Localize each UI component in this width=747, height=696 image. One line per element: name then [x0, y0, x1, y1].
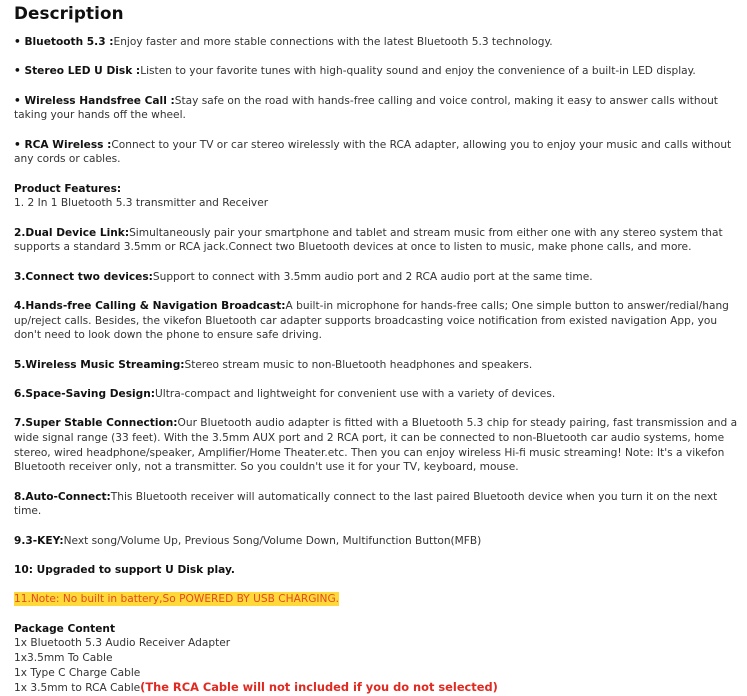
bullet-text: Connect to your TV or car stereo wirelessly with the RCA adapter, allowing you to enjoy your music and calls without any cords or cables. — [14, 138, 732, 166]
feature-item-4 — [14, 299, 742, 343]
feature-item-10: 10: Upgraded to support U Disk play. — [14, 564, 235, 577]
bullet-label: • Stereo LED U Disk : — [14, 65, 141, 78]
feature-label: 5.Wireless Music Streaming: — [14, 358, 185, 371]
package-line-1: 1x Bluetooth 5.3 Audio Receiver Adapter — [14, 637, 231, 650]
feature-item-6 — [14, 387, 742, 402]
feature-item-9 — [14, 534, 742, 549]
feature-label: 6.Space-Saving Design: — [14, 388, 156, 401]
bullet-rca — [14, 138, 742, 167]
bullet-label: • RCA Wireless : — [14, 138, 112, 151]
feature-label: 8.Auto-Connect: — [14, 490, 111, 503]
package-heading: Package Content — [14, 622, 116, 635]
feature-item-5 — [14, 358, 742, 373]
rca-cable-warning: (The RCA Cable will not included if you do not selected) — [140, 680, 498, 695]
battery-note-highlight: 11.Note: No built in battery,So POWERED BY USB CHARGING. — [14, 593, 340, 606]
feature-item-8 — [14, 490, 742, 519]
bullet-text: Stay safe on the road with hands-free calling and voice control, making it easy to answer calls without taking your hands off the wheel. — [14, 94, 718, 122]
feature-item-7 — [14, 416, 742, 474]
features-heading: Product Features: — [14, 182, 122, 195]
feature-text: Stereo stream music to non-Bluetooth headphones and speakers. — [184, 358, 533, 371]
feature-text: A built-in microphone for hands-free calls; One simple button to answer/redial/hang up/reject calls. Besides, the vikefon Bluetooth car adapter supports broadcasting voice notification from existed navigation App, you don't need to look down the phone to ensure safe driving. — [14, 300, 729, 342]
package-line-2: 1x3.5mm To Cable — [14, 651, 113, 664]
feature-item-3 — [14, 270, 742, 285]
bullet-label: • Bluetooth 5.3 : — [14, 36, 114, 48]
feature-item-1: 1. 2 In 1 Bluetooth 5.3 transmitter and Receiver — [14, 197, 269, 210]
feature-label: 9.3-KEY: — [14, 534, 64, 547]
package-line-4 — [14, 680, 742, 696]
bullet-text: Enjoy faster and more stable connections with the latest Bluetooth 5.3 technology. — [113, 36, 553, 48]
feature-label: 4.Hands-free Calling & Navigation Broadcast: — [14, 300, 286, 313]
feature-text: Ultra-compact and lightweight for convenient use with a variety of devices. — [155, 388, 556, 401]
feature-label: 7.Super Stable Connection: — [14, 417, 178, 430]
feature-label: 3.Connect two devices: — [14, 270, 153, 283]
bullet-text: Listen to your favorite tunes with high-quality sound and enjoy the convenience of a built-in LED display. — [140, 65, 696, 78]
feature-item-11-note — [14, 592, 742, 607]
package-line-4-text: 1x 3.5mm to RCA Cable — [14, 682, 141, 695]
package-line-3: 1x Type C Charge Cable — [14, 666, 141, 679]
bullet-label: • Wireless Handsfree Call : — [14, 94, 175, 107]
feature-item-2 — [14, 226, 742, 255]
bullet-stereo-led — [14, 64, 742, 79]
bullet-bluetooth — [14, 35, 742, 50]
feature-text: Support to connect with 3.5mm audio port and 2 RCA audio port at the same time. — [152, 270, 593, 283]
feature-text: Our Bluetooth audio adapter is fitted with a Bluetooth 5.3 chip for steady pairing, fast transmission and a wide signal range (33 feet). With the 3.5mm AUX port and 2 RCA port, it can be connected to non-Bluetooth car audio systems, home stereo, wired headphone/speaker, Amplifier/Home Theater.etc. Then you can enjoy wireless Hi-fi music streaming! Note: It's a vikefon Bluetooth receiver only, not a transmitter. So you couldn't use it for your TV, keyboard, mouse. — [14, 417, 738, 474]
description-title: Description — [14, 3, 124, 23]
feature-text: This Bluetooth receiver will automatically connect to the last paired Bluetooth device when you turn it on the next time. — [14, 490, 718, 518]
description-section — [14, 0, 742, 696]
feature-label: 2.Dual Device Link: — [14, 226, 130, 239]
feature-text: Next song/Volume Up, Previous Song/Volume Down, Multifunction Button(MFB) — [63, 534, 482, 547]
feature-text: Simultaneously pair your smartphone and tablet and stream music from either one with any stereo system that supports a standard 3.5mm or RCA jack.Connect two Bluetooth devices at once to listen to music, make phone calls, and more. — [14, 226, 723, 254]
bullet-handsfree — [14, 94, 742, 123]
